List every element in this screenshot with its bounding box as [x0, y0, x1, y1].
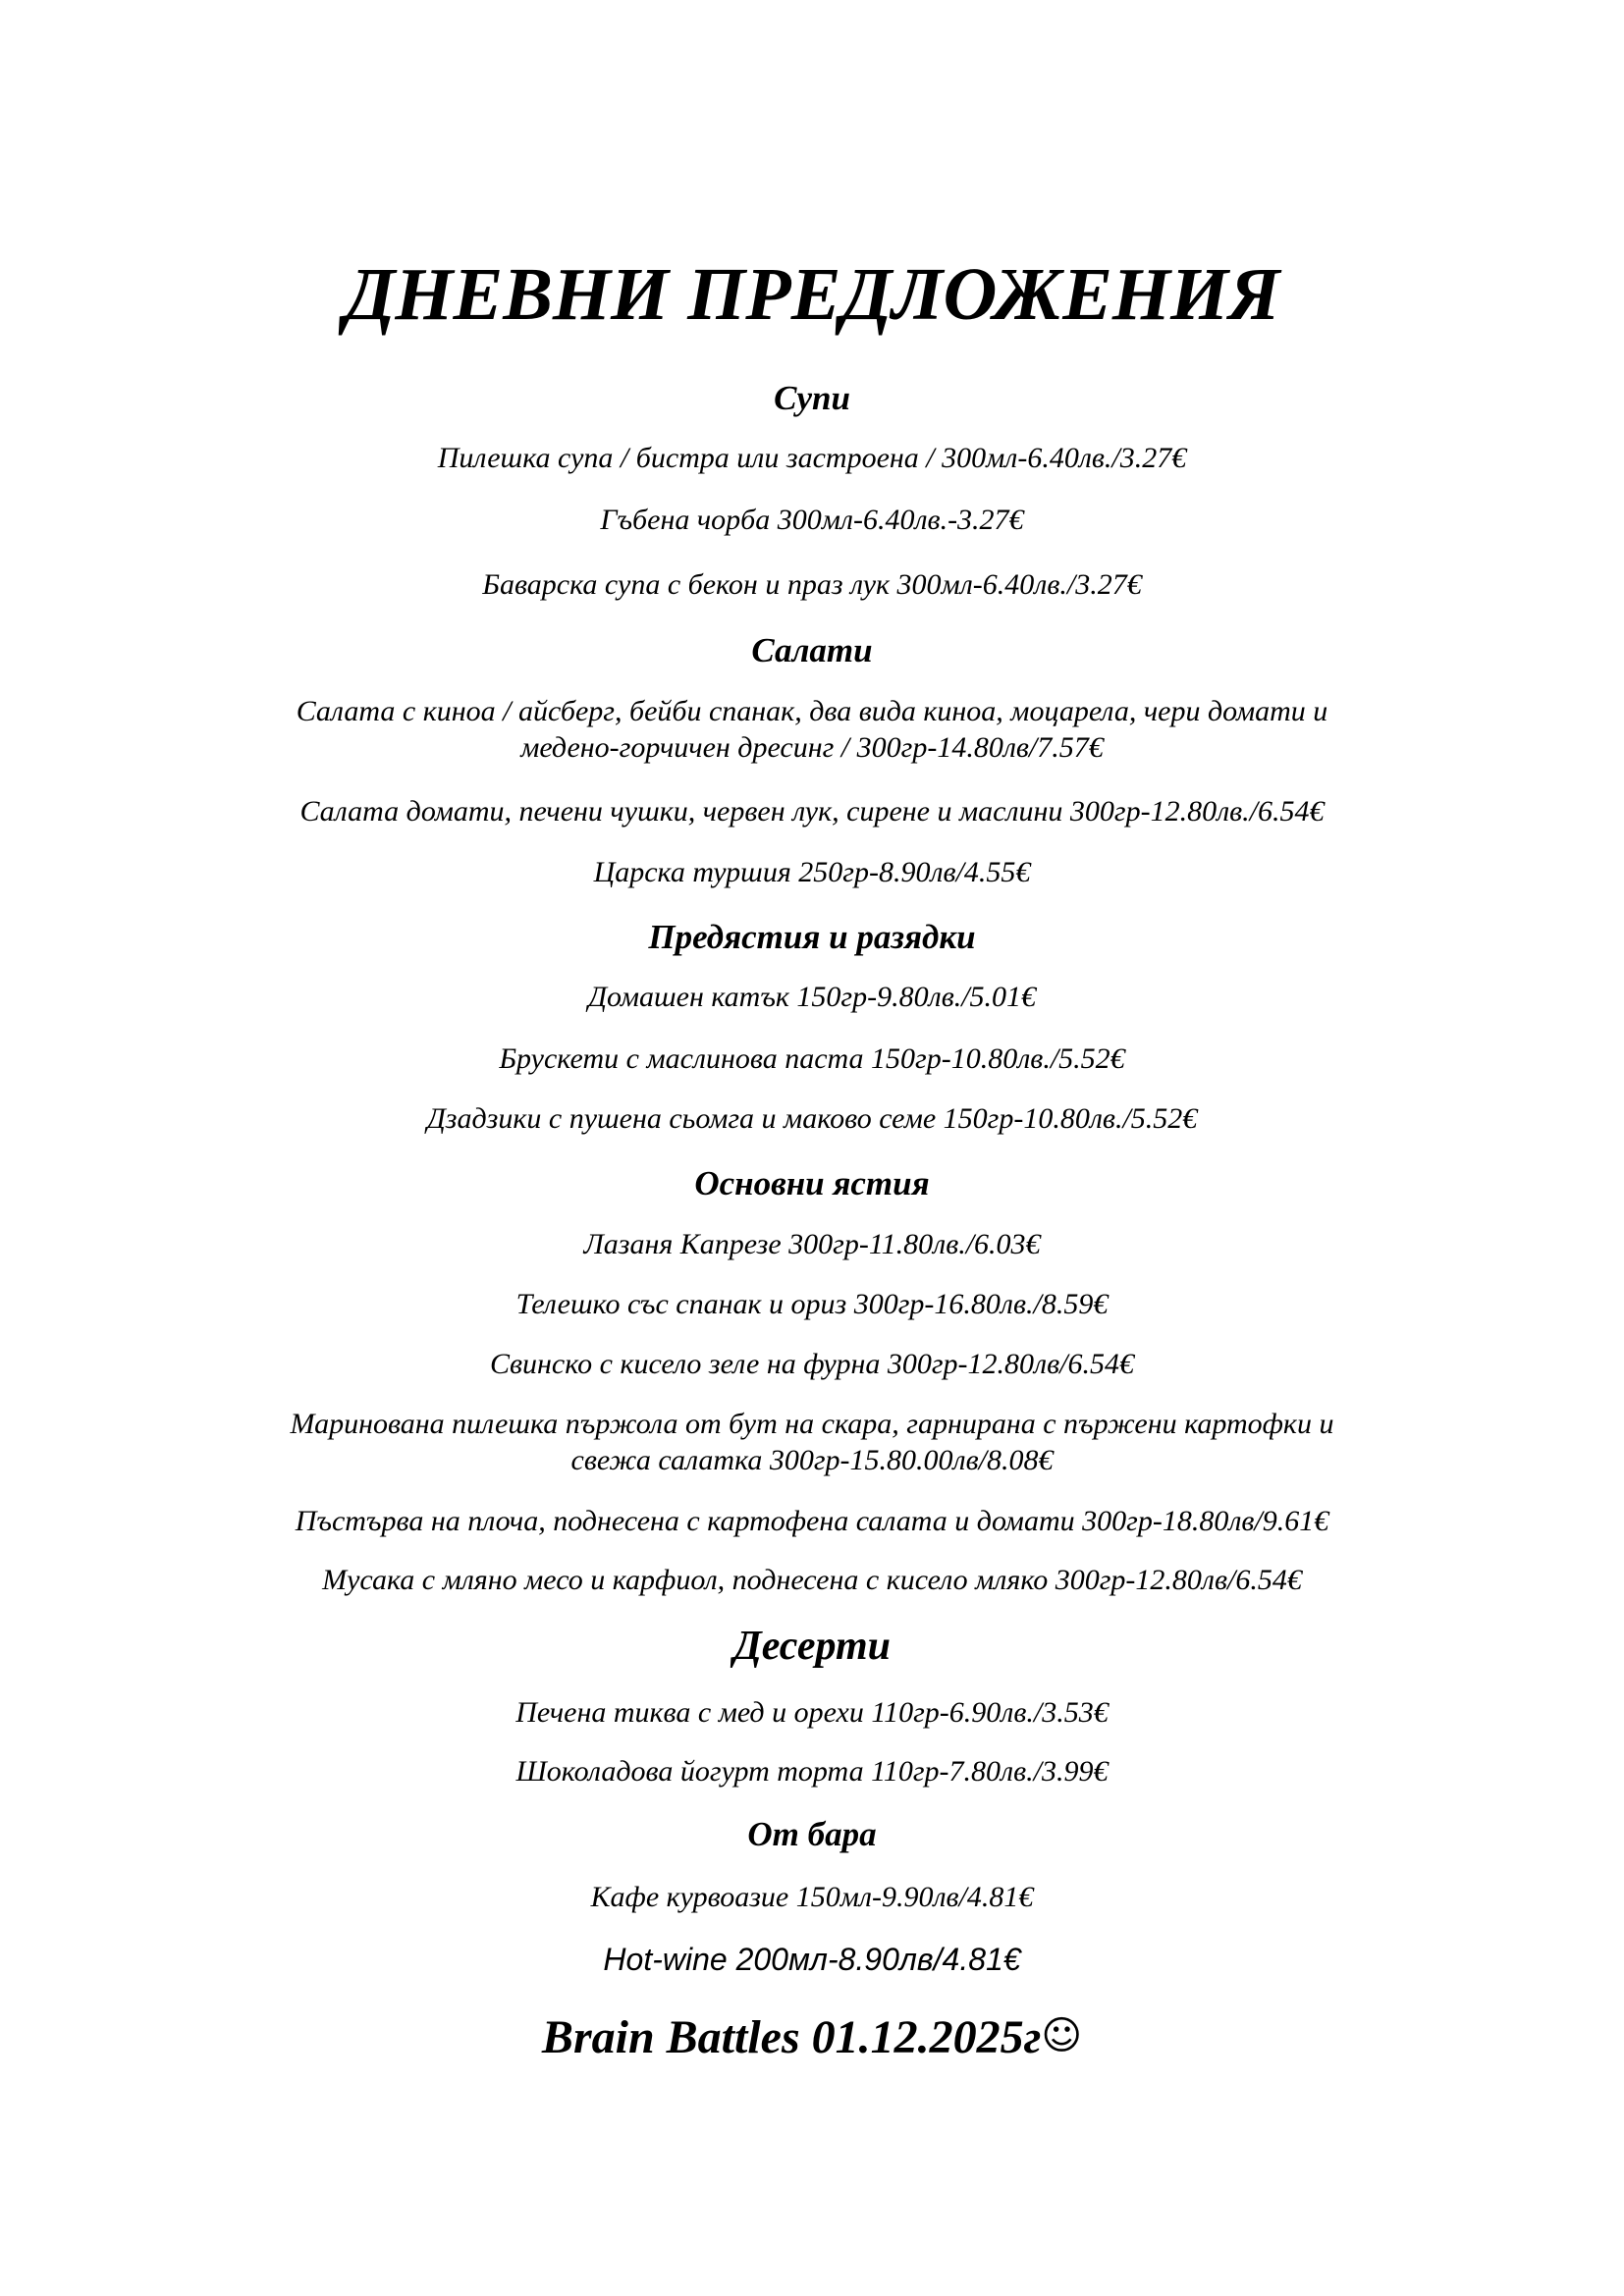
- menu-item: Лазаня Капрезе 300гр-11.80лв./6.03€: [583, 1228, 1041, 1260]
- menu-item-line: Маринована пилешка пържола от бут на скара, гарнирана с пържени картофки и: [290, 1408, 1334, 1440]
- menu-item: [0, 693, 1624, 766]
- menu-item: Печена тиква с мед и орехи 110гр-6.90лв./3.53€: [515, 1696, 1109, 1729]
- menu-item: Шоколадова йогурт торта 110гр-7.80лв./3.99€: [515, 1755, 1109, 1788]
- section-heading-bar: От бара: [747, 1815, 877, 1853]
- menu-item: Hot-wine 200мл-8.90лв/4.81€: [603, 1942, 1021, 1977]
- menu-item-line: Салата с киноа / айсберг, бейби спанак, два вида киноа, моцарела, чери домати и: [296, 695, 1328, 727]
- event-footer-text: Brain Battles 01.12.2025г: [541, 2011, 1042, 2063]
- menu-item: Пъстърва на плоча, поднесена с картофена салата и домати 300гр-18.80лв/9.61€: [295, 1505, 1329, 1537]
- section-heading-desserts: Десерти: [733, 1624, 891, 1669]
- menu-item: Салата домати, печени чушки, червен лук, сирене и маслини 300гр-12.80лв./6.54€: [299, 795, 1325, 828]
- menu-item: Домашен катък 150гр-9.80лв./5.01€: [587, 981, 1037, 1013]
- section-heading-soups: Супи: [774, 379, 850, 417]
- menu-item: Телешко със спанак и ориз 300гр-16.80лв./8.59€: [515, 1288, 1109, 1320]
- menu-item: Мусака с мляно месо и карфиол, поднесена с кисело мляко 300гр-12.80лв/6.54€: [322, 1564, 1302, 1596]
- page-title: ДНЕВНИ ПРЕДЛОЖЕНИЯ: [344, 253, 1280, 336]
- menu-item: Брускети с маслинова паста 150гр-10.80лв./5.52€: [499, 1042, 1125, 1075]
- menu-item: Пилешка супа / бистра или застроена / 300мл-6.40лв./3.27€: [437, 442, 1187, 474]
- menu-item: Гъбена чорба 300мл-6.40лв.-3.27€: [600, 504, 1024, 536]
- menu-item: Баварска супа с бекон и праз лук 300мл-6.40лв./3.27€: [482, 568, 1142, 601]
- event-footer: [0, 2011, 1624, 2063]
- section-heading-main-courses: Основни ястия: [694, 1164, 930, 1202]
- menu-item: Дзадзики с пушена сьомга и маково семе 150гр-10.80лв./5.52€: [426, 1102, 1198, 1135]
- menu-item: [0, 1406, 1624, 1478]
- menu-item-line: медено-горчичен дресинг / 300гр-14.80лв/7.57€: [520, 731, 1104, 764]
- section-heading-salads: Салати: [751, 631, 873, 669]
- menu-item: Кафе курвоазие 150мл-9.90лв/4.81€: [590, 1881, 1034, 1913]
- section-heading-starters: Предястия и разядки: [648, 918, 976, 956]
- menu-item: Свинско с кисело зеле на фурна 300гр-12.80лв/6.54€: [490, 1348, 1134, 1380]
- menu-item-line: свежа салатка 300гр-15.80.00лв/8.08€: [570, 1444, 1054, 1476]
- smiley-icon: ☺: [1041, 2013, 1083, 2058]
- menu-item: Царска туршия 250гр-8.90лв/4.55€: [593, 856, 1031, 888]
